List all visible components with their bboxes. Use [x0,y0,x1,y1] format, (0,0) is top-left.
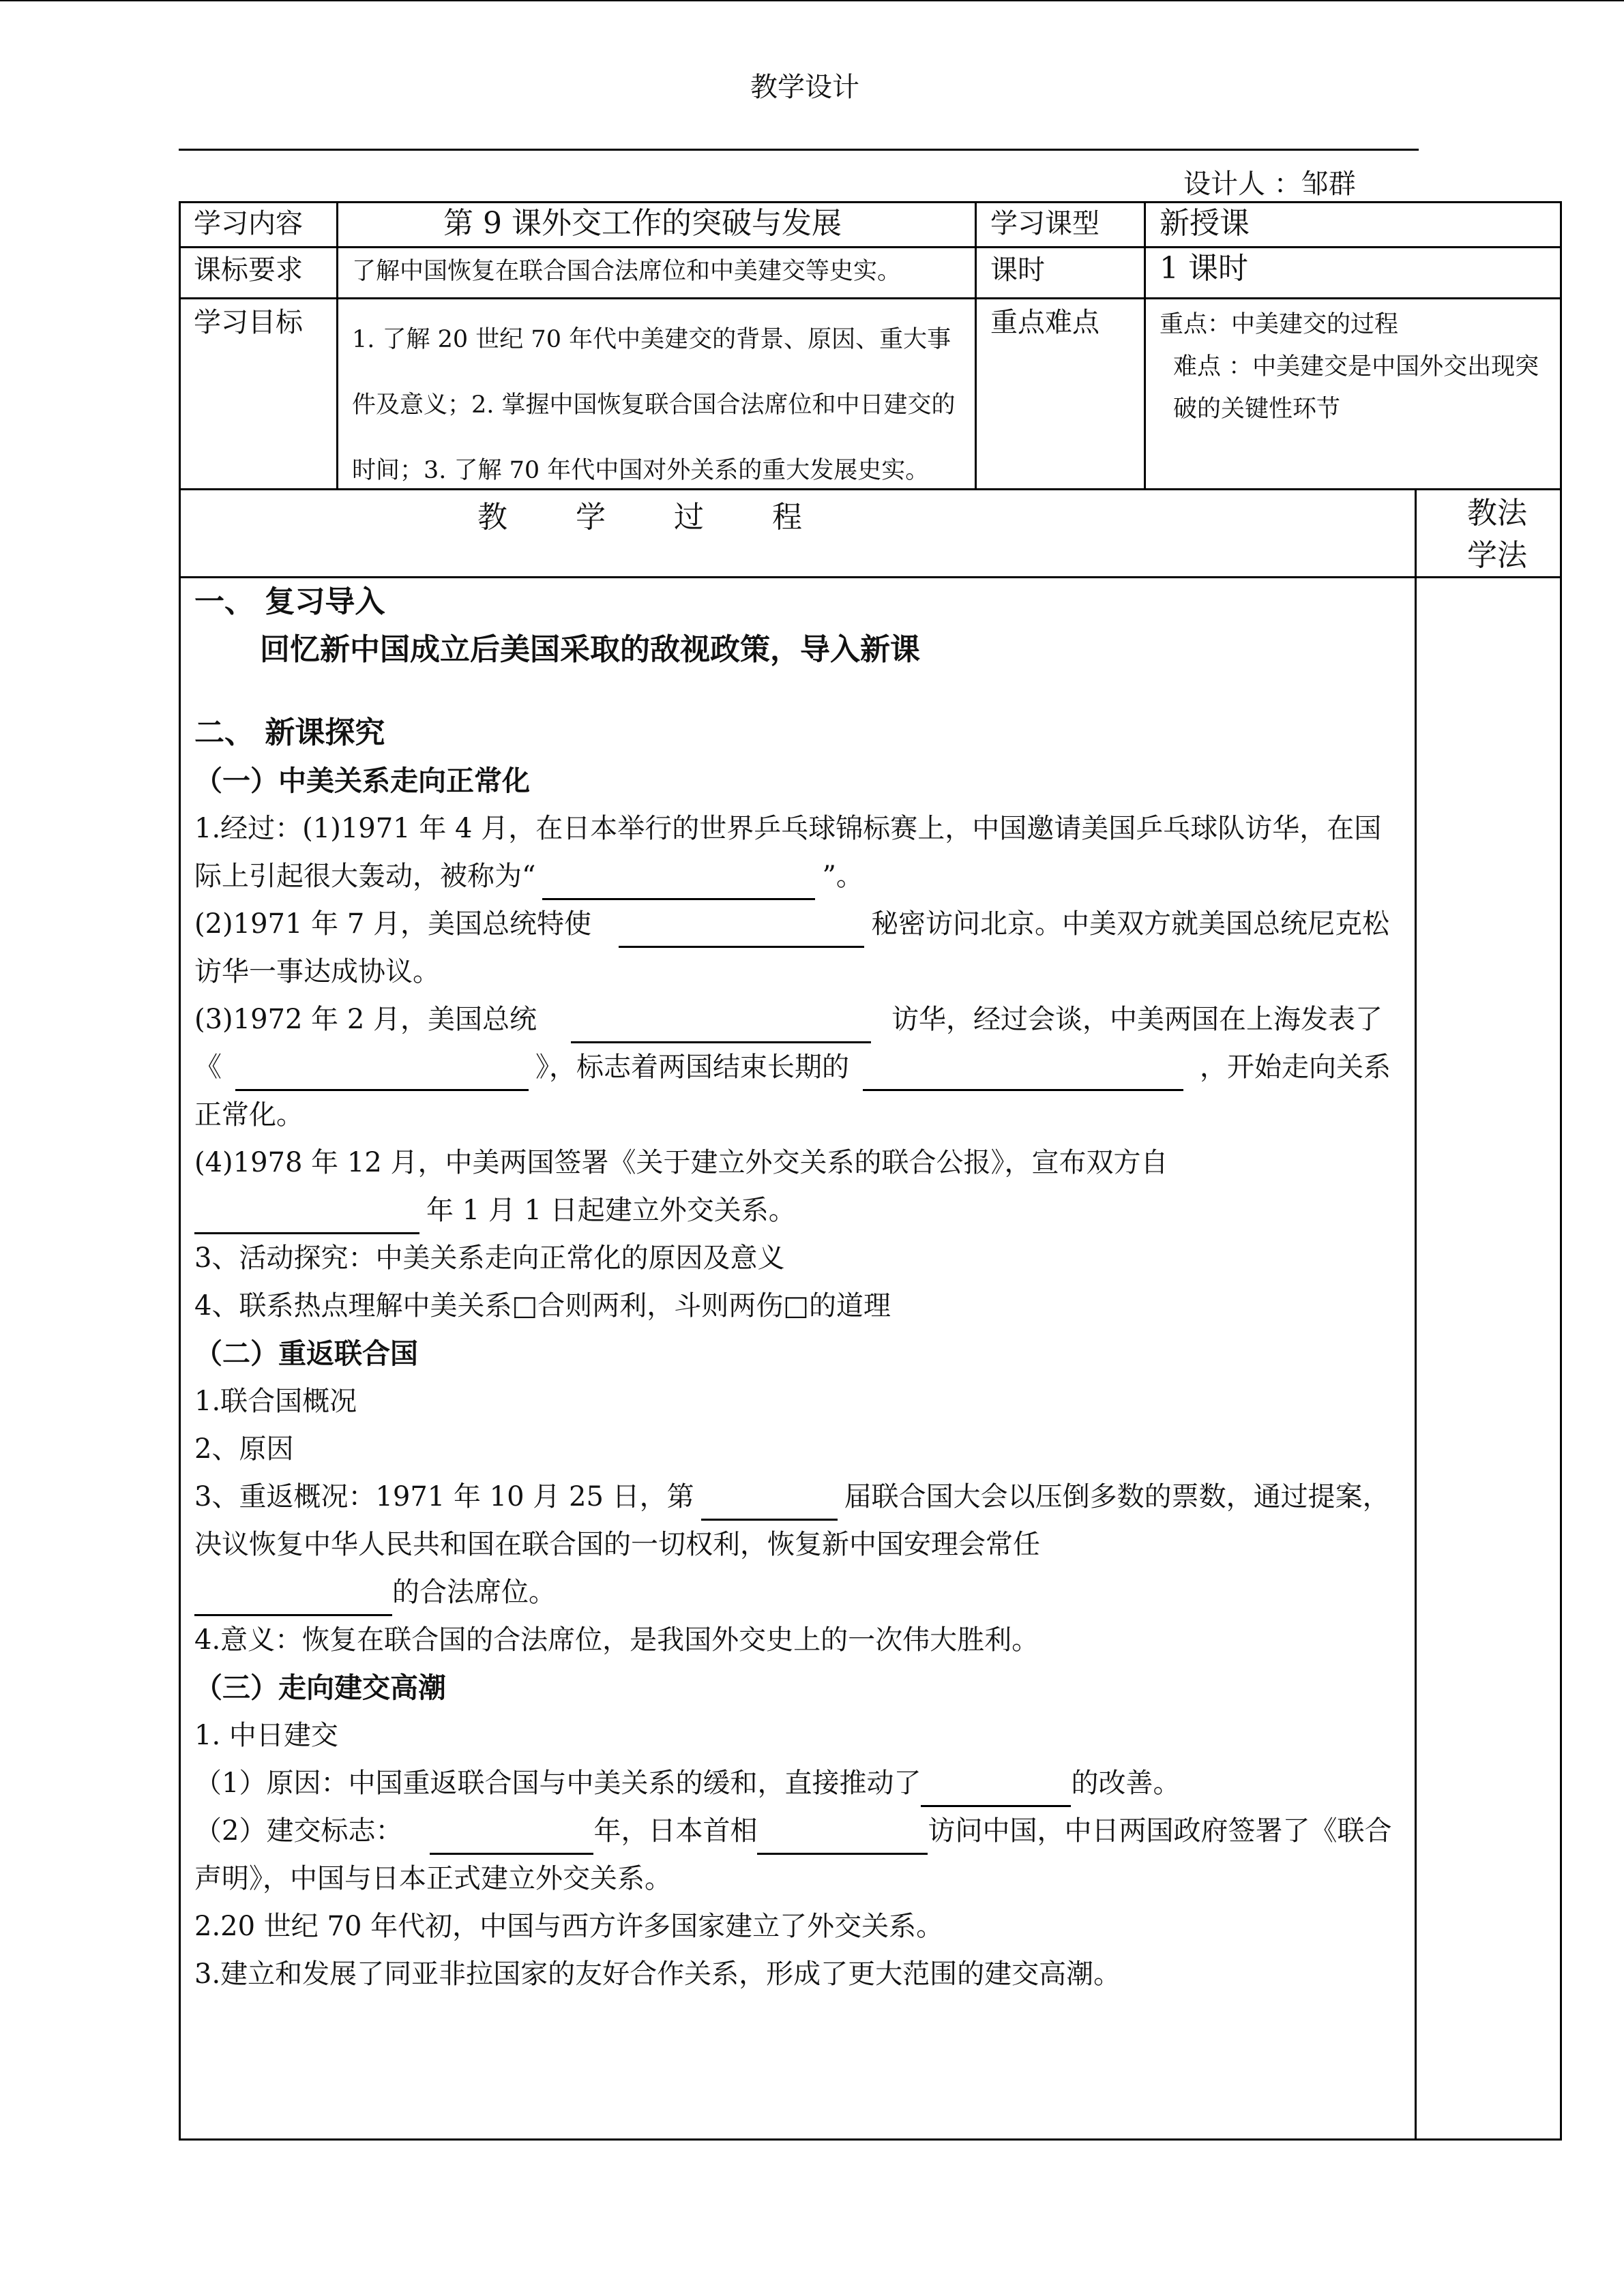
standard-label: 课标要求 [194,254,303,286]
paragraph: 4.意义：恢复在联合国的合法席位，是我国外交史上的一次伟大胜利。 [194,1624,1039,1656]
fill-blank [619,916,864,948]
goal-label: 学习目标 [194,307,303,338]
paragraph: (4)1978 年 12 月，中美两国签署《关于建立外交关系的联合公报》，宣布双方自 年 1 月 1 日起建立外交关系。 [194,1139,1405,1234]
paragraph: 1.经过：(1)1971 年 4 月，在日本举行的世界乒乓球锦标赛上，中国邀请美国乒乓球队访华，在国际上引起很大轰动，被称为“ ”。 [194,805,1405,900]
fill-blank [235,1059,529,1091]
type-label: 学习课型 [990,208,1099,239]
lesson-content [194,578,1405,1998]
key-point: 重点：中美建交的过程 [1160,311,1399,338]
process-heading: 教 学 过 程 [477,500,805,535]
difficulty: 难点 ：中美建交是中国外交出现突破的关键性环节 [1173,353,1539,423]
paragraph: 2.20 世纪 70 年代初，中国与西方许多国家建立了外交关系。 [194,1911,944,1942]
paragraph: (2)1971 年 7 月，美国总统特使 秘密访问北京。中美双方就美国总统尼克松访华一事达成协议。 [194,908,1390,987]
fill-blank [757,1823,928,1855]
fill-blank [194,1584,392,1616]
method-heading [1429,492,1565,577]
method-heading-line2: 学法 [1467,538,1527,573]
subsection-title: （三）走向建交高潮 [194,1671,446,1704]
table-line [1415,488,1417,2141]
paragraph: 1.联合国概况 [194,1386,357,1417]
table-line [179,246,1562,248]
fill-blank [701,1489,838,1521]
section-title: 二、 新课探究 [194,715,385,750]
paragraph: (3)1972 年 2 月，美国总统 访华，经过会谈，中美两国在上海发表了《 》，标志着两国结束长期的 ，开始走向关系正常化。 [194,1004,1391,1131]
fill-blank [542,868,815,900]
key-difficulty-cell [1160,303,1562,430]
paragraph: 4、联系热点理解中美关系□合则两利，斗则两伤□的道理 [194,1290,891,1322]
content-value: 第 9 课外交工作的突破与发展 [443,206,842,241]
designer-label: 设计人 ：邹群 [1183,168,1356,200]
key-label: 重点难点 [990,307,1099,338]
table-line [179,201,1562,203]
paragraph: 3、重返概况：1971 年 10 月 25 日，第 届联合国大会以压倒多数的票数，通过提案，决议恢复中华人民共和国在联合国的一切权利，恢复新中国安理会常任 的合法席位。 [194,1473,1405,1616]
method-heading-line1: 教法 [1467,496,1527,531]
paragraph: 3、活动探究：中美关系走向正常化的原因及意义 [194,1242,785,1274]
intro-text: 回忆新中国成立后美国采取的敌视政策，导入新课 [260,632,920,667]
paragraph: （2）建交标志： 年，日本首相 访问中国，中日两国政府签署了《联合声明》，中国与日本正式建立外交关系。 [194,1815,1392,1894]
table-line [179,201,181,2141]
goal-value: 1. 了解 20 世纪 70 年代中美建交的背景、原因、重大事件及意义；2. 掌握中国恢复联合国合法席位和中日建交的时间；3. 了解 70 年代中国对外关系的重大发展史实。 [352,326,956,484]
subsection-title: （二）重返联合国 [194,1337,418,1370]
hours-label: 课时 [990,254,1045,286]
page-top-border [0,0,1624,1]
fill-blank [194,1202,419,1234]
type-value: 新授课 [1160,206,1250,241]
fill-blank [921,1775,1071,1807]
title-rule [179,149,1419,151]
paragraph: 3.建立和发展了同亚非拉国家的友好合作关系，形成了更大范围的建交高潮。 [194,1958,1121,1990]
table-line [1144,201,1146,490]
section-title: 一、 复习导入 [194,584,385,619]
paragraph: （1）原因：中国重返联合国与中美关系的缓和，直接推动了 的改善。 [194,1759,1405,1807]
standard-value: 了解中国恢复在联合国合法席位和中美建交等史实。 [352,258,902,285]
subsection-title: （一）中美关系走向正常化 [194,764,530,797]
table-line [336,201,338,490]
content-label: 学习内容 [194,208,303,239]
hours-value: 1 课时 [1160,251,1248,286]
table-line [179,297,1562,299]
fill-blank [571,1011,871,1043]
table-line [975,201,977,490]
fill-blank [430,1823,593,1855]
fill-blank [863,1059,1183,1091]
paragraph: 2、原因 [194,1433,294,1465]
table-line [179,2138,1562,2141]
paragraph: 1. 中日建交 [194,1720,338,1751]
document-title: 教学设计 [750,72,859,103]
